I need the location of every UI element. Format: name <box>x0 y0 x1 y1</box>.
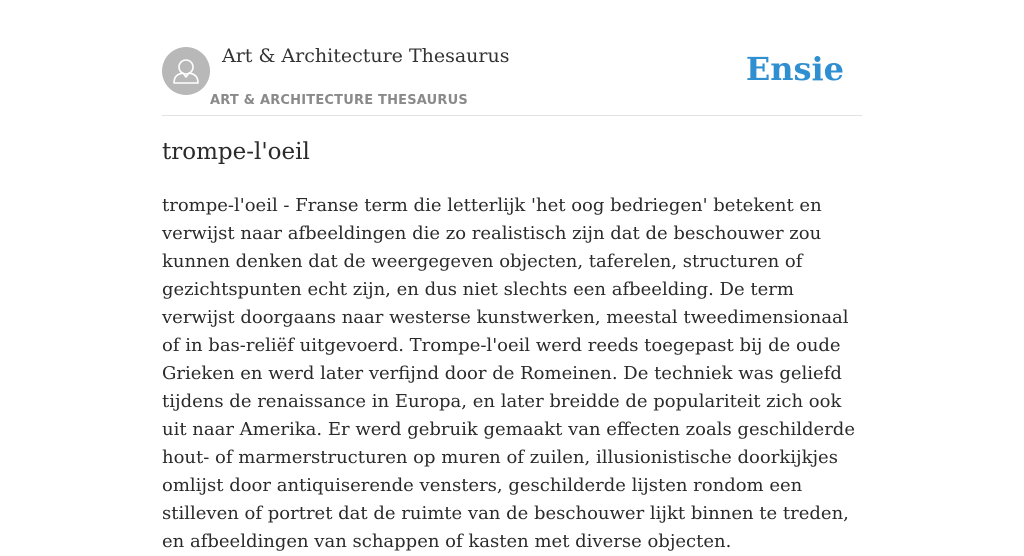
user-silhouette-icon <box>162 47 210 95</box>
article-body: trompe-l'oeil - Franse term die letterlijk 'het oog bedriegen' betekent en verwijst naar afbeeldingen die zo realistisch zijn dat de beschouwer zou kunnen denken dat de weergegeven objecten, taferelen, structuren of gezichtspunten echt zijn, en dus niet slechts een afbeelding. De term verwijst doorgaans naar westerse kunstwerken, meestal tweedimensionaal of in bas-reliëf uitgevoerd. Trompe-l'oeil werd reeds toegepast bij de oude Grieken en werd later verfijnd door de Romeinen. De techniek was geliefd tijdens de renaissance in Europa, en later breidde de populariteit zich ook uit naar Amerika. Er werd gebruik gemaakt van effecten zoals geschilderde hout- of marmerstructuren op muren of zuilen, illusionistische doorkijkjes omlijst door antiquiserende vensters, geschilderde lijsten rondom een stilleven of portret dat de ruimte van de beschouwer lijkt binnen te treden, en afbeeldingen van schappen of kasten met diverse objecten. <box>162 195 855 552</box>
author-name[interactable]: Art & Architecture Thesaurus <box>222 45 510 67</box>
author-avatar[interactable] <box>162 47 210 95</box>
article-title: trompe-l'oeil <box>162 139 310 165</box>
ensie-logo[interactable]: Ensie <box>745 50 844 88</box>
author-subtitle[interactable]: ART & ARCHITECTURE THESAURUS <box>210 93 468 108</box>
header <box>162 0 862 116</box>
